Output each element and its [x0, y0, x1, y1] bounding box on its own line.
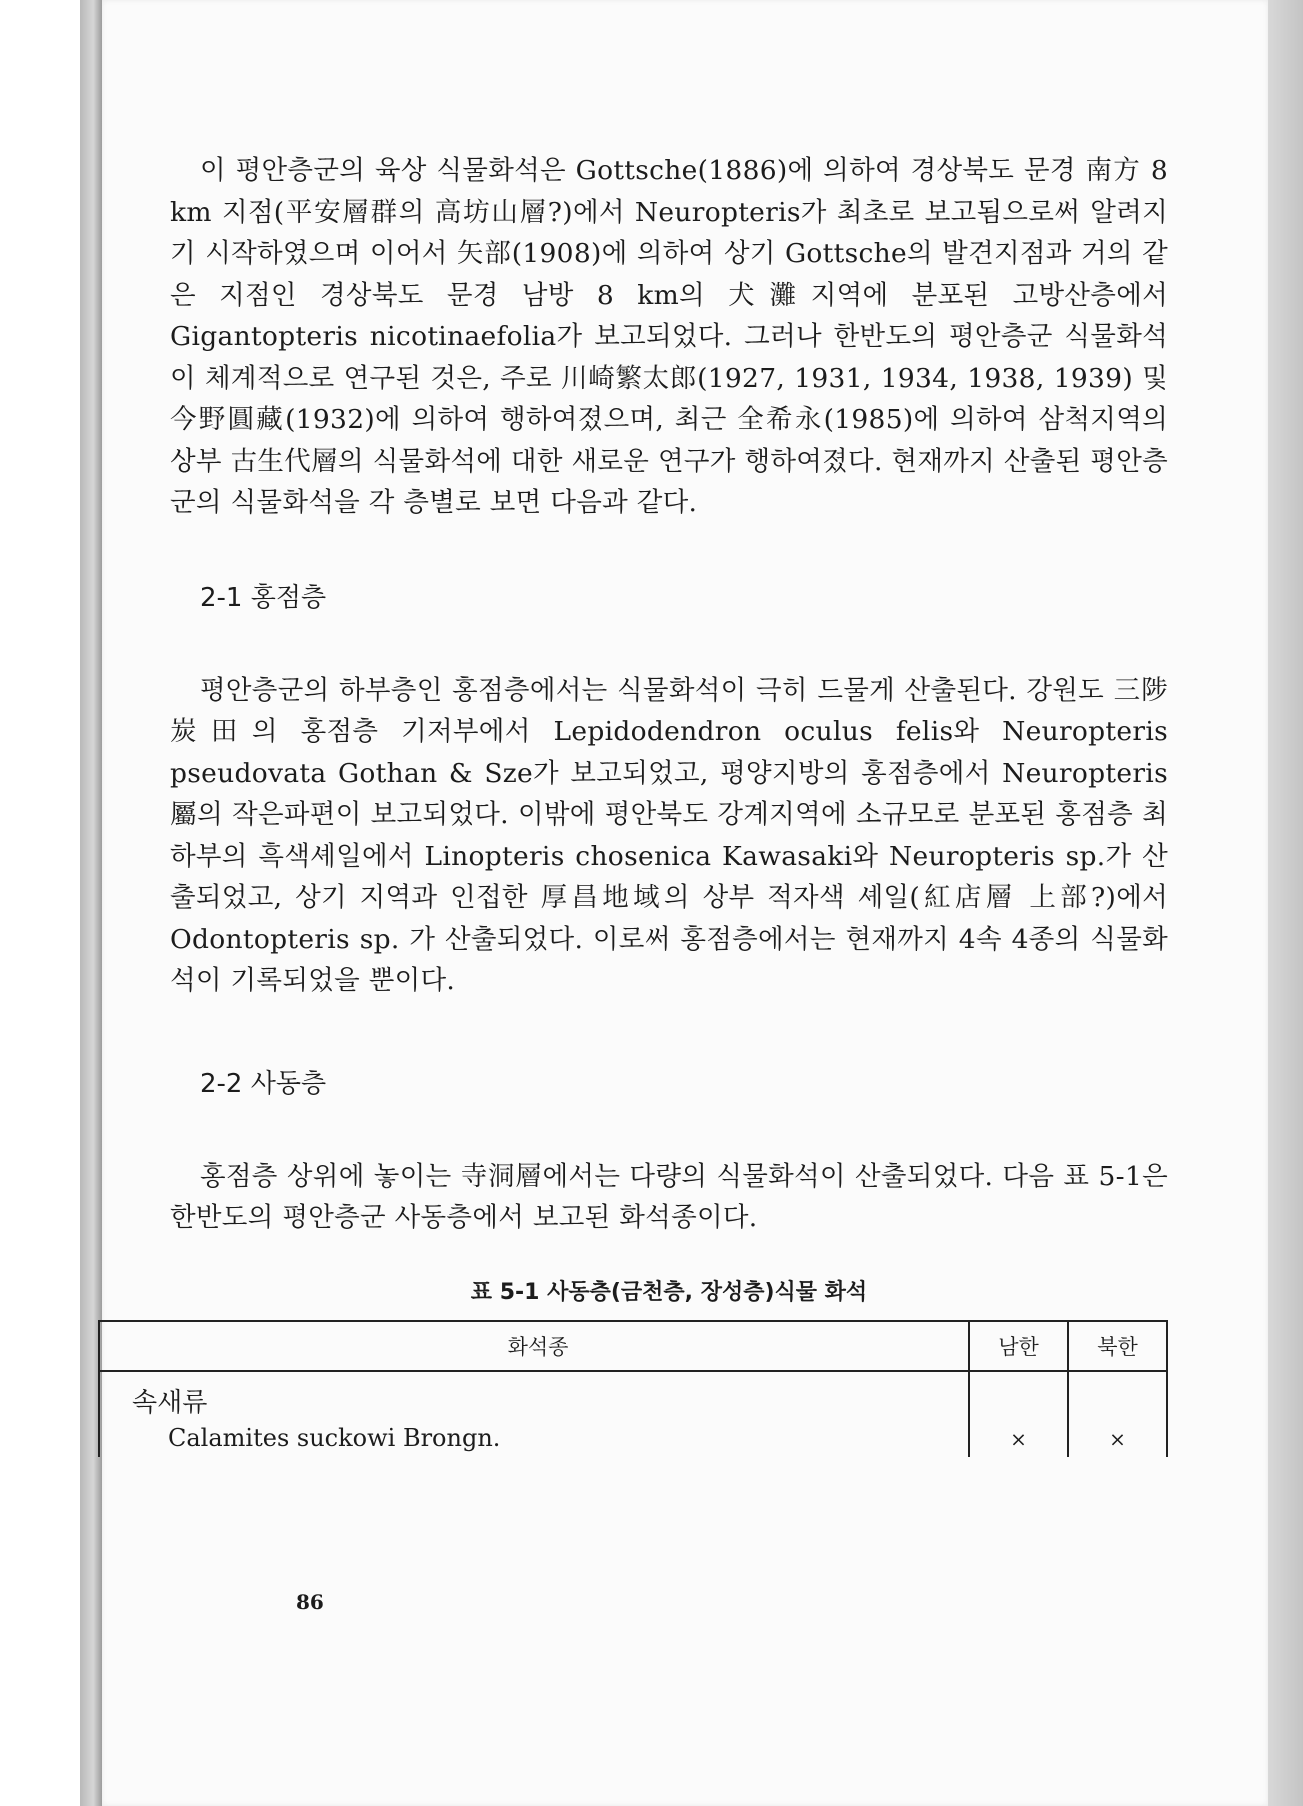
sadong-paragraph: 홍점층 상위에 놓이는 寺洞層에서는 다량의 식물화석이 산출되었다. 다음 표 5-1은 한반도의 평안층군 사동층에서 보고된 화석종이다. [170, 1160, 1168, 1233]
header-species: 화석종 [108, 1321, 969, 1371]
section-title-sadong: 2-2 사동층 [200, 1068, 327, 1099]
book-spine-left [80, 0, 102, 1806]
table-row [99, 1419, 1167, 1457]
species-name: Calamites suckowi Brongn. [168, 1423, 501, 1452]
south-mark: × [969, 1419, 1068, 1457]
page-number: 86 [296, 1590, 324, 1614]
header-north-korea: 북한 [1068, 1321, 1167, 1371]
page-content [132, 150, 1168, 1457]
table-group-row [99, 1371, 1167, 1419]
header-south-korea: 남한 [969, 1321, 1068, 1371]
fossil-table [98, 1320, 1168, 1457]
north-mark: × [1068, 1419, 1167, 1457]
book-edge-right [1268, 0, 1303, 1806]
table-header-row [99, 1321, 1167, 1371]
section-title-hongjeom: 2-1 홍점층 [200, 582, 327, 613]
hongjeom-paragraph: 평안층군의 하부층인 홍점층에서는 식물화석이 극히 드물게 산출된다. 강원도 三陟炭田의 홍점층 기저부에서 Lepidodendron oculus felis와 Neuropteris pseudovata Gothan & Sze가 보고되었고, 평양지방의 홍점층에서 Neuropteris屬의 작은파편이 보고되었다. 이밖에 평안북도 강계지역에 소규모로 분포된 홍점층 최하부의 흑색셰일에서 Linopteris chosenica Kawasaki와 Neuropteris sp.가 산출되었고, 상기 지역과 인접한 厚昌地域의 상부 적자색 셰일(紅店層 上部?)에서 Odontopteris sp. 가 산출되었다. 이로써 홍점층에서는 현재까지 4속 4종의 식물화석이 기록되었을 뿐이다. [170, 674, 1168, 996]
group-label: 속새류 [132, 1387, 208, 1418]
intro-paragraph: 이 평안층군의 육상 식물화석은 Gottsche(1886)에 의하여 경상북도 문경 南方 8 km 지점(平安層群의 高坊山層?)에서 Neuropteris가 최초로 보고됨으로써 알려지기 시작하였으며 이어서 矢部(1908)에 의하여 상기 Gottsche의 발견지점과 거의 같은 지점인 경상북도 문경 남방 8 km의 犬灘지역에 분포된 고방산층에서 Gigantopteris nicotinaefolia가 보고되었다. 그러나 한반도의 평안층군 식물화석이 체계적으로 연구된 것은, 주로 川崎繁太郎(1927, 1931, 1934, 1938, 1939) 및 今野圓藏(1932)에 의하여 행하여졌으며, 최근 全希永(1985)에 의하여 삼척지역의 상부 古生代層의 식물화석에 대한 새로운 연구가 행하여졌다. 현재까지 산출된 평안층군의 식물화석을 각 층별로 보면 다음과 같다. [170, 155, 1168, 518]
table-caption: 표 5-1 사동층(금천층, 장성층)식물 화석 [470, 1279, 868, 1305]
